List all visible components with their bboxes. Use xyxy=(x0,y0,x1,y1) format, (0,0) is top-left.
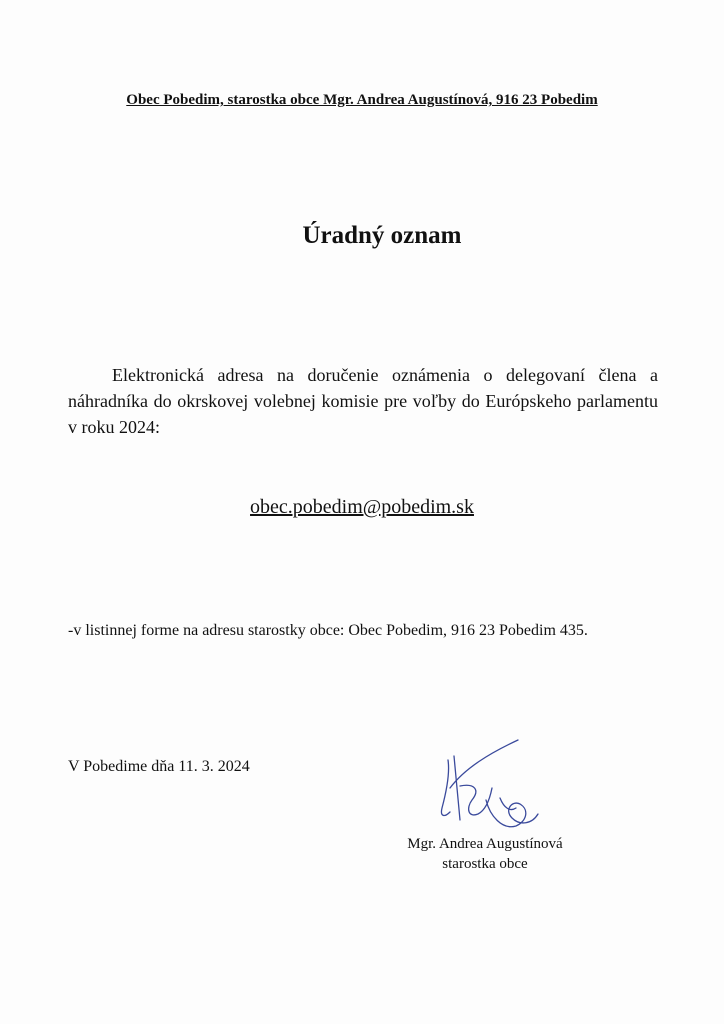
signer-name: Mgr. Andrea Augustínová xyxy=(407,836,563,852)
letterhead: Obec Pobedim, starostka obce Mgr. Andrea Augustínová, 916 23 Pobedim xyxy=(126,92,598,108)
email-address-link[interactable]: obec.pobedim@pobedim.sk xyxy=(250,496,474,518)
document-title: Úradný oznam xyxy=(302,222,462,249)
place-and-date: V Pobedime dňa 11. 3. 2024 xyxy=(68,758,250,775)
notice-paragraph: Elektronická adresa na doručenie oznámenia o delegovaní člena a náhradníka do okrskovej volebnej komisie pre voľby do Európskeho parlamentu v roku 2024: xyxy=(68,365,658,437)
handwritten-signature xyxy=(420,738,550,838)
signer-role: starostka obce xyxy=(442,856,528,872)
postal-address-text: -v listinnej forme na adresu starostky obce: Obec Pobedim, 916 23 Pobedim 435. xyxy=(68,622,588,639)
